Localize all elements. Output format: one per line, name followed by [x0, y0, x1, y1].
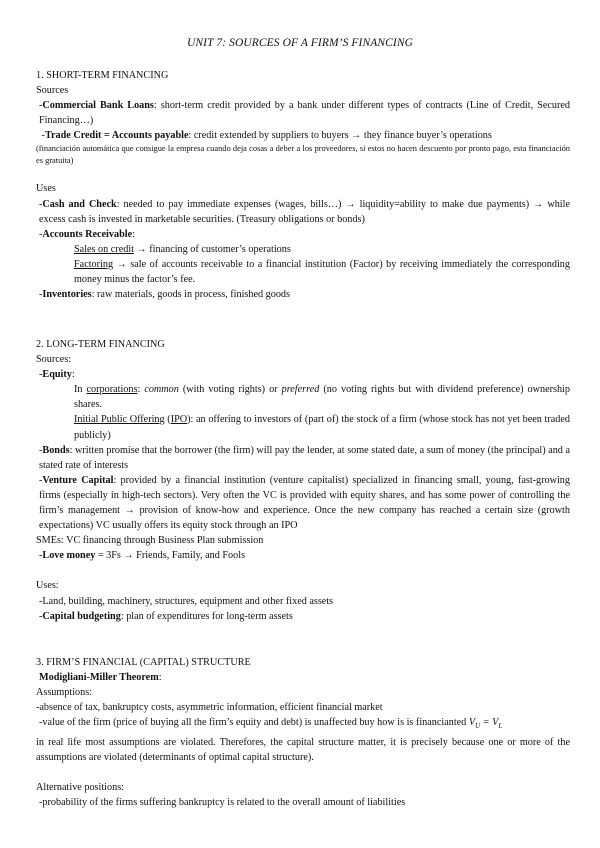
label-sources-2: Sources: [36, 354, 72, 366]
term-corporations: corporations [86, 384, 138, 396]
section-long-term [36, 337, 570, 624]
section-short-term [36, 68, 570, 302]
item-mm-theorem: Modigliani-Miller Theorem: [39, 672, 162, 684]
item-bonds: -Bonds: written promise that the borrower (the firm) will pay the lender, at some stated date, a sum of money (the principal) and a stated rate of interests [39, 444, 570, 471]
term-venture-capital: Venture Capital [42, 474, 114, 486]
item-accounts-receivable: -Accounts Receivable: [39, 228, 135, 240]
term-equity: Equity [42, 369, 72, 381]
item-love-money: -Love money = 3Fs → Friends, Family, and Fools [39, 550, 246, 562]
term-bonds: Bonds [42, 444, 70, 456]
term-love-money: Love money [42, 550, 96, 562]
item-trade-credit: -Trade Credit = Accounts payable: credit extended by suppliers to buyers → they finance buyer’s operations [39, 130, 492, 142]
heading-short-term: 1. SHORT-TERM FINANCING [36, 70, 169, 81]
term-accounts-receivable: Accounts Receivable [42, 228, 133, 240]
heading-long-term: 2. LONG-TERM FINANCING [36, 339, 165, 350]
item-ipo: Initial Public Offering (IPO): an offering to investors of (part of) the stock of a firm (whose stock has not yet been traded publicly) [74, 414, 570, 441]
unit-title: UNIT 7: SOURCES OF A FIRM’S FINANCING [186, 37, 414, 49]
item-alternative-1: -probability of the firms suffering bankruptcy is related to the overall amount of liabilities [39, 796, 406, 808]
item-commercial-bank-loans: -Commercial Bank Loans: short-term credit provided by a bank under different types of contracts (Line of Credit, Secured Financing…) [39, 100, 570, 127]
note-trade-credit: (financiación automática que consigue la empresa cuando deja cosas a deber a los proveedores, si estos no hacen descuento por pronto pago, esta financiación es gratuita) [36, 144, 570, 165]
term-factoring: Factoring [74, 258, 114, 270]
item-fixed-assets: -Land, building, machinery, structures, equipment and other fixed assets [39, 595, 334, 607]
term-trade-credit: Trade Credit = Accounts payable [44, 130, 189, 142]
label-sources: Sources [36, 85, 69, 97]
item-capital-budgeting: -Capital budgeting: plan of expenditures for long-term assets [39, 610, 293, 622]
item-equity: -Equity: [39, 369, 75, 381]
label-uses: Uses [36, 183, 56, 195]
item-factoring: Factoring → sale of accounts receivable to a financial institution (Factor) by receiving immediately the corresponding money minus the factor’s fee. [74, 258, 570, 286]
equation-vu-vl: $V_U = V_L$ [468, 717, 503, 731]
heading-capital-structure: 3. FIRM’S FINANCIAL (CAPITAL) STRUCTURE [36, 657, 251, 668]
term-commercial-bank-loans: Commercial Bank Loans [42, 100, 154, 112]
label-alternative-positions: Alternative positions: [36, 781, 124, 793]
term-ipo: Initial Public Offering [74, 414, 165, 426]
item-smes: SMEs: VC financing through Business Plan submission [36, 535, 264, 547]
term-inventories: Inventories [42, 289, 92, 301]
item-assumption-2: -value of the firm (price of buying all the firm’s equity and debt) is unaffected buy how is is financianted $V_U = V_L$ [39, 717, 503, 731]
item-venture-capital: -Venture Capital: provided by a financial institution (venture capitalist) specialized in financing small, young, fast-growing firms (especially in high-tech sectors). Very often the VC is provided with equity shares, and has some power of controlling the firm’s management → provision of know-how and experience. Once the new company has reached a certain size (growth expectations) VC usually offers its equity stock through an IPO [39, 474, 570, 532]
item-corporations: In corporations: common (with voting rights) or preferred (no voting rights but with dividend preference) ownership shares. [74, 384, 570, 411]
term-sales-on-credit: Sales on credit [74, 243, 134, 255]
item-real-life: in real life most assumptions are violated. Therefores, the capital structure matter, it is precisely because one or more of the assumptions are violated (determinants of optimal capital structure). [36, 736, 570, 763]
item-inventories: -Inventories: raw materials, goods in process, finished goods [39, 289, 290, 301]
label-uses-2: Uses: [36, 580, 59, 592]
term-mm-theorem: Modigliani-Miller Theorem [39, 672, 159, 684]
item-assumption-1: -absence of tax, bankruptcy costs, asymmetric information, efficient financial market [36, 702, 383, 714]
term-capital-budgeting: Capital budgeting [42, 610, 121, 622]
term-cash-and-check: Cash and Check [42, 198, 117, 210]
section-capital-structure [36, 655, 570, 810]
item-sales-on-credit: Sales on credit → financing of customer’s operations [74, 243, 291, 255]
item-cash-and-check: -Cash and Check: needed to pay immediate expenses (wages, bills…) → liquidity=ability to make due payments) → while excess cash is invested in marketable securities. (Treasury obligations or bonds) [39, 198, 570, 225]
label-assumptions: Assumptions: [36, 687, 93, 699]
